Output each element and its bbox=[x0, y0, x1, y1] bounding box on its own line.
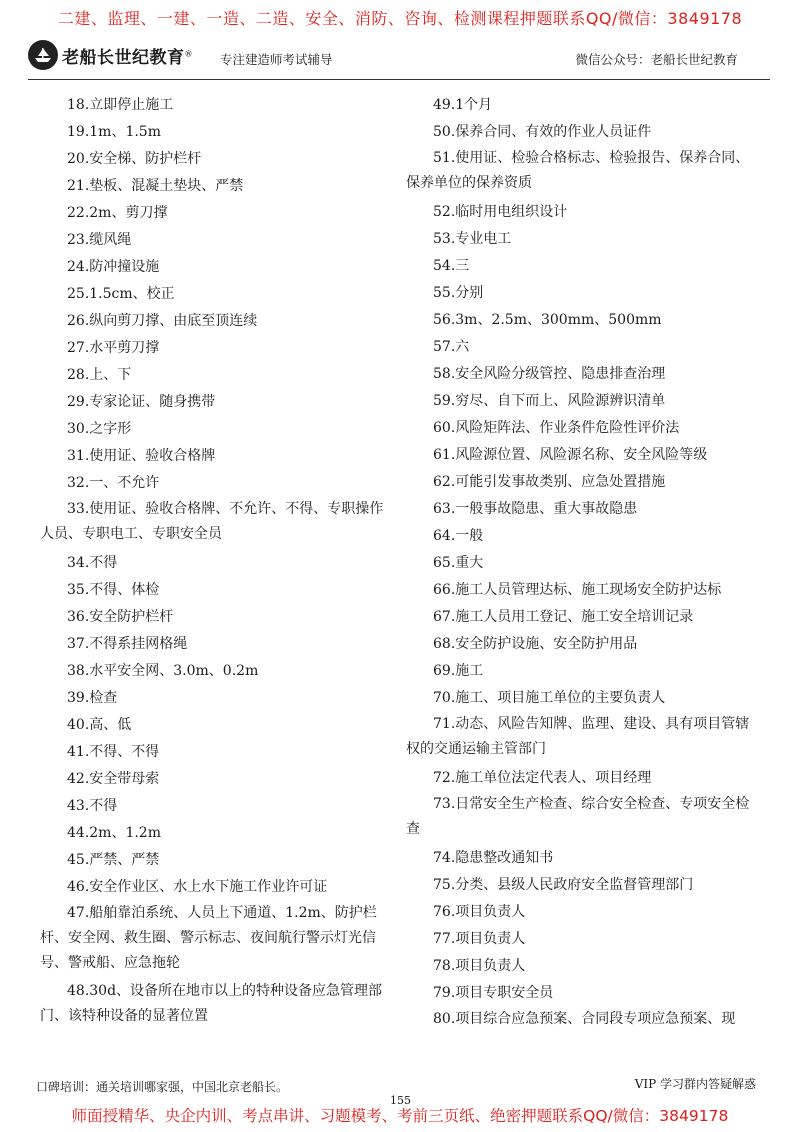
brand-name: 老船长世纪教育® bbox=[62, 47, 193, 68]
page-number: 155 bbox=[390, 1094, 411, 1107]
answer-item: 27.水平剪刀撑 bbox=[67, 340, 160, 356]
answer-item: 52.临时用电组织设计 bbox=[433, 204, 568, 220]
ship-logo-icon bbox=[28, 40, 58, 70]
answer-item: 28.上、下 bbox=[67, 367, 132, 383]
answer-item: 18.立即停止施工 bbox=[67, 97, 174, 113]
page-header bbox=[28, 40, 772, 78]
answer-item: 19.1m、1.5m bbox=[67, 124, 161, 140]
answer-item: 40.高、低 bbox=[67, 717, 132, 733]
top-banner: 二建、监理、一建、一造、二造、安全、消防、咨询、检测课程押题联系QQ/微信：3849178 bbox=[57, 9, 743, 28]
answer-item: 74.隐患整改通知书 bbox=[433, 850, 554, 866]
answer-item: 34.不得 bbox=[67, 555, 118, 571]
answer-item: 45.严禁、严禁 bbox=[67, 852, 160, 868]
answer-item: 49.1个月 bbox=[433, 97, 493, 113]
answer-item: 37.不得系挂网格绳 bbox=[67, 636, 188, 652]
answer-item: 43.不得 bbox=[67, 798, 118, 814]
logo bbox=[28, 40, 193, 70]
answer-item: 77.项目负责人 bbox=[433, 931, 526, 947]
answer-item: 22.2m、剪刀撑 bbox=[67, 205, 168, 221]
answer-item: 70.施工、项目施工单位的主要负责人 bbox=[433, 690, 666, 706]
answer-item: 26.纵向剪刀撑、由底至顶连续 bbox=[67, 313, 258, 329]
answer-item: 39.检查 bbox=[67, 690, 118, 706]
answer-item: 31.使用证、验收合格牌 bbox=[67, 448, 216, 464]
answer-item: 38.水平安全网、3.0m、0.2m bbox=[67, 663, 259, 679]
answer-item: 50.保养合同、有效的作业人员证件 bbox=[433, 124, 652, 140]
answer-item: 72.施工单位法定代表人、项目经理 bbox=[433, 770, 652, 786]
answer-item: 64.一般 bbox=[433, 528, 484, 544]
answer-item: 42.安全带母索 bbox=[67, 771, 160, 787]
answer-item: 58.安全风险分级管控、隐患排查治理 bbox=[433, 366, 666, 382]
answer-item: 35.不得、体检 bbox=[67, 582, 160, 598]
answer-item: 69.施工 bbox=[433, 663, 484, 679]
tagline: 专注建造师考试辅导 bbox=[220, 52, 333, 67]
answer-item: 41.不得、不得 bbox=[67, 744, 160, 760]
answer-item: 79.项目专职安全员 bbox=[433, 985, 554, 1001]
answer-item: 21.垫板、混凝土垫块、严禁 bbox=[67, 178, 244, 194]
answer-item: 56.3m、2.5m、300mm、500mm bbox=[433, 312, 662, 328]
answer-item: 20.安全梯、防护栏杆 bbox=[67, 151, 202, 167]
answer-item: 48.30d、设备所在地市以上的特种设备应急管理部门、该特种设备的显著位置 bbox=[40, 983, 383, 1024]
answer-item: 57.六 bbox=[433, 339, 470, 355]
answer-item: 33.使用证、验收合格牌、不允许、不得、专职操作人员、专职电工、专职安全员 bbox=[40, 501, 384, 542]
answer-item: 51.使用证、检验合格标志、检验报告、保养合同、保养单位的保养资质 bbox=[406, 150, 750, 191]
footer-vip-note: VIP 学习群内答疑解惑 bbox=[634, 1077, 756, 1091]
answer-item: 73.日常安全生产检查、综合安全检查、专项安全检查 bbox=[406, 796, 750, 837]
answer-item: 75.分类、县级人民政府安全监督管理部门 bbox=[433, 877, 694, 893]
footer-slogan: 口碑培训：通关培训哪家强，中国北京老船长。 bbox=[36, 1080, 289, 1094]
answer-item: 67.施工人员用工登记、施工安全培训记录 bbox=[433, 609, 694, 625]
answer-item: 32.一、不允许 bbox=[67, 475, 160, 491]
answer-item: 54.三 bbox=[433, 258, 470, 274]
answer-item: 60.风险矩阵法、作业条件危险性评价法 bbox=[433, 420, 680, 436]
answer-item: 63.一般事故隐患、重大事故隐患 bbox=[433, 501, 638, 517]
answer-item: 44.2m、1.2m bbox=[67, 825, 161, 841]
header-divider bbox=[28, 79, 770, 80]
answer-item: 65.重大 bbox=[433, 555, 484, 571]
answer-item: 30.之字形 bbox=[67, 421, 132, 437]
answer-item: 62.可能引发事故类别、应急处置措施 bbox=[433, 474, 666, 490]
answer-item: 46.安全作业区、水上水下施工作业许可证 bbox=[67, 879, 328, 895]
answer-item: 23.缆风绳 bbox=[67, 232, 132, 248]
answer-item: 66.施工人员管理达标、施工现场安全防护达标 bbox=[433, 582, 722, 598]
answer-item: 55.分别 bbox=[433, 285, 484, 301]
answer-item: 36.安全防护栏杆 bbox=[67, 609, 174, 625]
answer-item: 25.1.5cm、校正 bbox=[67, 286, 175, 302]
answer-item: 53.专业电工 bbox=[433, 231, 512, 247]
answer-column-left bbox=[40, 92, 392, 1032]
answer-item: 71.动态、风险告知牌、监理、建设、具有项目管辖权的交通运输主管部门 bbox=[406, 716, 750, 757]
answer-item: 78.项目负责人 bbox=[433, 958, 526, 974]
answer-item: 29.专家论证、随身携带 bbox=[67, 394, 216, 410]
answer-item: 61.风险源位置、风险源名称、安全风险等级 bbox=[433, 447, 708, 463]
bottom-banner: 师面授精华、央企内训、考点串讲、习题模考、考前三页纸、绝密押题联系QQ/微信：3849178 bbox=[71, 1107, 729, 1125]
answer-item: 24.防冲撞设施 bbox=[67, 259, 160, 275]
answer-item: 76.项目负责人 bbox=[433, 904, 526, 920]
answer-item: 59.穷尽、自下而上、风险源辨识清单 bbox=[433, 393, 666, 409]
answer-item: 80.项目综合应急预案、合同段专项应急预案、现 bbox=[433, 1011, 736, 1027]
answer-item: 47.船舶靠泊系统、人员上下通道、1.2m、防护栏杆、安全网、救生圈、警示标志、夜间航行警示灯光信号、警戒船、应急拖轮 bbox=[40, 905, 377, 971]
answer-column-right bbox=[406, 92, 760, 1035]
answer-item: 68.安全防护设施、安全防护用品 bbox=[433, 636, 638, 652]
wechat-account: 微信公众号：老船长世纪教育 bbox=[575, 52, 738, 67]
